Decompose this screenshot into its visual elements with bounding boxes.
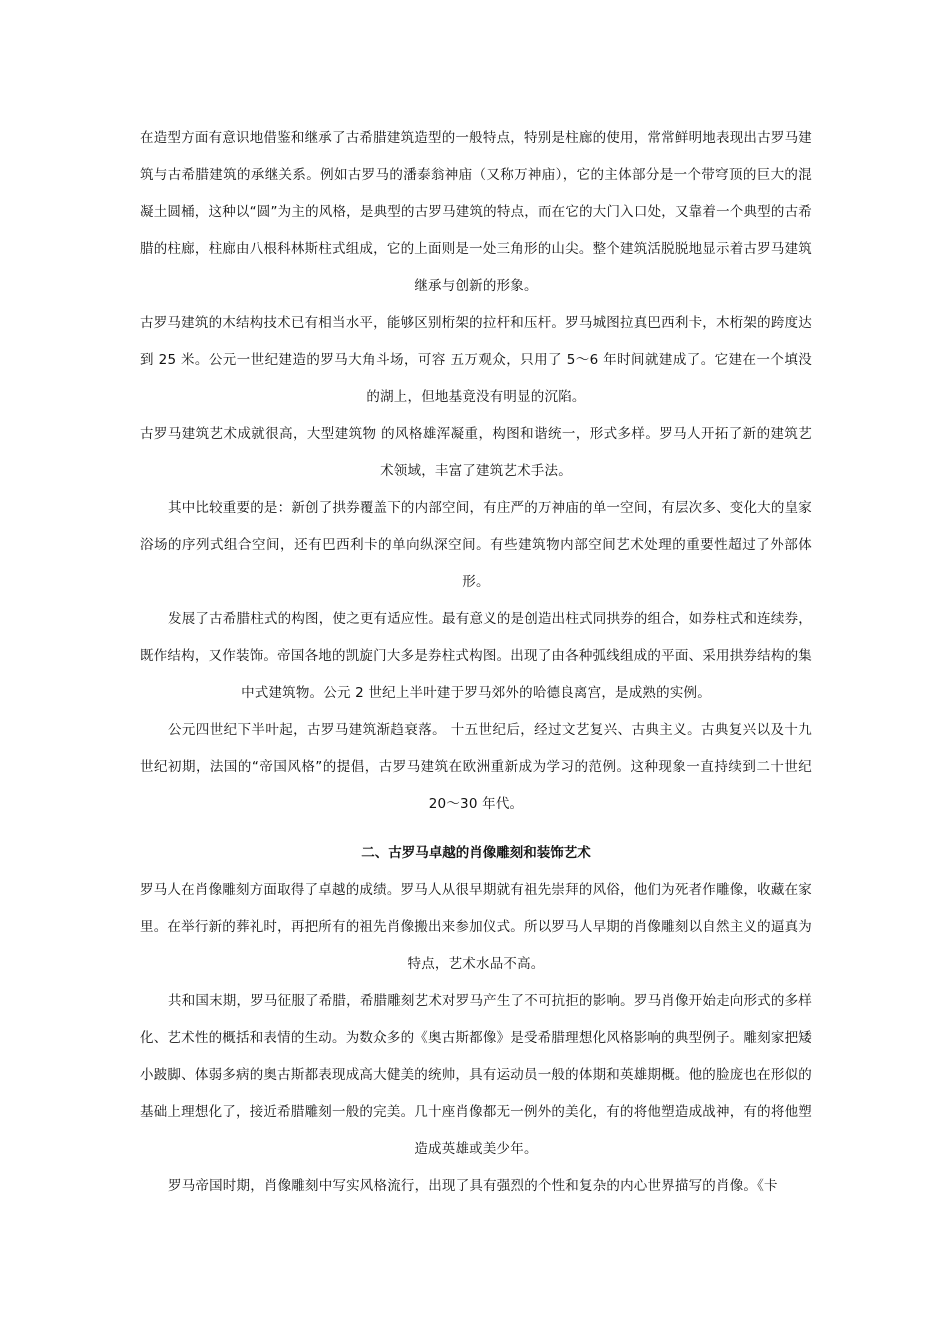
paragraph-republic-end: 共和国末期，罗马征服了希腊，希腊雕刻艺术对罗马产生了不可抗拒的影响。罗马肖像开始走向形式的多样化、艺术性的概括和表情的生动。为数众多的《奥古斯都像》是受希腊理想化风格影响的典型例子。雕刻家把矮小跛脚、体弱多病的奥古斯都表现成高大健美的统帅，具有运动员一般的体期和英雄期概。他的脸庞也在形似的基础上理想化了，接近希腊雕刻一般的完美。几十座肖像都无一例外的美化，有的将他塑造成战神，有的将他塑造成英雄或美少年。 xyxy=(140,993,812,1157)
paragraph-decline: 公元四世纪下半叶起，古罗马建筑渐趋衰落。 十五世纪后，经过文艺复兴、古典主义。古典复兴以及十九世纪初期，法国的“帝国风格”的提倡，古罗马建筑在欧洲重新成为学习的范例。这种现象一直持续到二十世纪 20～30 年代。 xyxy=(140,722,812,812)
paragraph-empire-period: 罗马帝国时期，肖像雕刻中写实风格流行，出现了具有强烈的个性和复杂的内心世界描写的肖像。《卡 xyxy=(168,1178,778,1194)
document-page xyxy=(140,120,812,1205)
section-heading: 二、古罗马卓越的肖像雕刻和装饰艺术 xyxy=(361,845,591,861)
paragraph-art-achievement: 古罗马建筑艺术成就很高，大型建筑物 的风格雄浑凝重，构图和谐统一，形式多样。罗马人开拓了新的建筑艺术领域，丰富了建筑艺术手法。 xyxy=(140,426,812,479)
paragraph-wood-structure: 古罗马建筑的木结构技术已有相当水平，能够区别桁架的拉杆和压杆。罗马城图拉真巴西利卡，木桁架的跨度达到 25 米。公元一世纪建造的罗马大角斗场，可容 五万观众，只用了 5～6 年时间就建成了。它建在一个填没的湖上，但地基竟没有明显的沉陷。 xyxy=(140,315,812,405)
paragraph-portrait-sculpture: 罗马人在肖像雕刻方面取得了卓越的成绩。罗马人从很早期就有祖先崇拜的风俗，他们为死者作雕像，收藏在家里。在举行新的葬礼时，再把所有的祖先肖像搬出来参加仪式。所以罗马人早期的肖像雕刻以自然主义的逼真为特点，艺术水品不高。 xyxy=(140,882,812,972)
paragraph-interior-space: 其中比较重要的是：新创了拱券覆盖下的内部空间，有庄严的万神庙的单一空间，有层次多、变化大的皇家浴场的序列式组合空间，还有巴西利卡的单向纵深空间。有些建筑物内部空间艺术处理的重要性超过了外部体形。 xyxy=(140,500,812,590)
paragraph-column-order: 发展了古希腊柱式的构图，使之更有适应性。最有意义的是创造出柱式同拱券的组合，如券柱式和连续券，既作结构，又作装饰。帝国各地的凯旋门大多是券柱式构图。出现了由各种弧线组成的平面、采用拱券结构的集中式建筑物。公元 2 世纪上半叶建于罗马郊外的哈德良离宫，是成熟的实例。 xyxy=(140,611,812,701)
paragraph-architecture-style: 在造型方面有意识地借鉴和继承了古希腊建筑造型的一般特点，特别是柱廊的使用，常常鲜明地表现出古罗马建筑与古希腊建筑的承继关系。例如古罗马的潘泰翁神庙（又称万神庙），它的主体部分是一个带穹顶的巨大的混凝土圆桶，这种以“圆”为主的风格，是典型的古罗马建筑的特点，而在它的大门入口处，又靠着一个典型的古希腊的柱廊，柱廊由八根科林斯柱式组成，它的上面则是一处三角形的山尖。整个建筑活脱脱地显示着古罗马建筑继承与创新的形象。 xyxy=(140,130,812,294)
